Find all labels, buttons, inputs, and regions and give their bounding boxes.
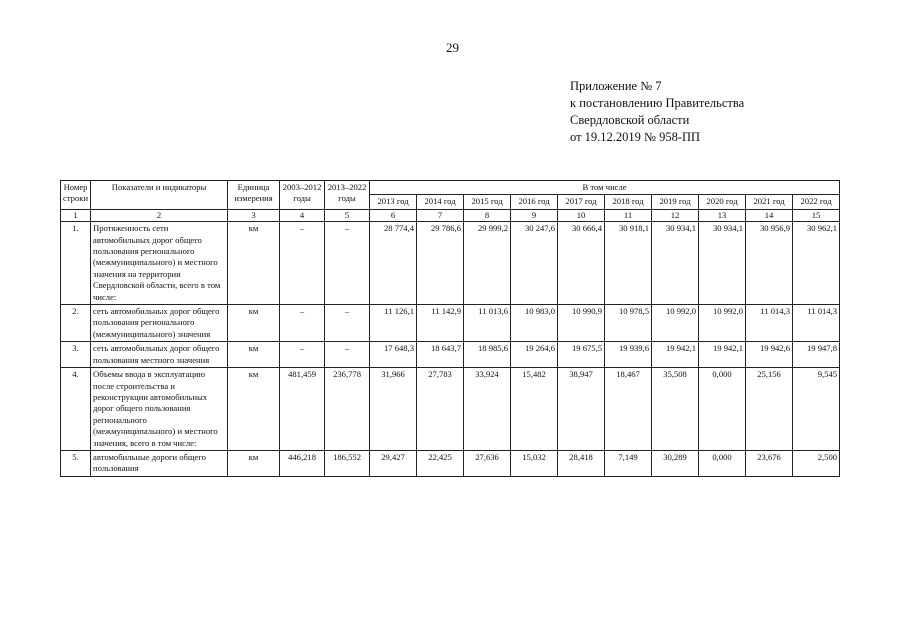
value-cell: 19 942,6	[746, 342, 793, 368]
header-including: В том числе	[370, 181, 840, 195]
value-cell: 10 992,0	[652, 305, 699, 342]
column-number: 8	[464, 209, 511, 221]
header-year: 2015 год	[464, 195, 511, 209]
table-row	[61, 450, 840, 476]
header-unit: Единица измерения	[228, 181, 280, 210]
value-cell: 19 675,5	[558, 342, 605, 368]
value-cell: 27,783	[417, 368, 464, 451]
value-cell: 31,966	[370, 368, 417, 451]
unit-cell: км	[228, 368, 280, 451]
indicator-name: сеть автомобильных дорог общего пользования регионального (межмуниципального) значения	[91, 305, 228, 342]
unit-cell: км	[228, 342, 280, 368]
header-year: 2021 год	[746, 195, 793, 209]
row-number: 4.	[61, 368, 91, 451]
table-row	[61, 342, 840, 368]
value-cell: 29 999,2	[464, 222, 511, 305]
value-cell: 9,545	[793, 368, 840, 451]
column-number: 9	[511, 209, 558, 221]
value-cell: 10 992,0	[699, 305, 746, 342]
header-year: 2020 год	[699, 195, 746, 209]
appendix-line-4: от 19.12.2019 № 958-ПП	[570, 130, 701, 144]
indicator-name: автомобильные дороги общего пользования	[91, 450, 228, 476]
table-row	[61, 368, 840, 451]
value-cell: 15,482	[511, 368, 558, 451]
value-cell: 30 918,1	[605, 222, 652, 305]
column-numbers-row	[61, 209, 840, 221]
period-2003-2012-cell: 481,459	[280, 368, 325, 451]
column-number: 4	[280, 209, 325, 221]
period-2013-2022-cell: 186,552	[325, 450, 370, 476]
period-2013-2022-cell: 236,778	[325, 368, 370, 451]
column-number: 6	[370, 209, 417, 221]
period-2013-2022-cell: –	[325, 342, 370, 368]
value-cell: 19 942,1	[652, 342, 699, 368]
value-cell: 27,636	[464, 450, 511, 476]
table-row	[61, 222, 840, 305]
value-cell: 28,418	[558, 450, 605, 476]
value-cell: 15,032	[511, 450, 558, 476]
value-cell: 19 264,6	[511, 342, 558, 368]
value-cell: 29,427	[370, 450, 417, 476]
appendix-line-3: Свердловской области	[570, 113, 690, 127]
value-cell: 19 939,6	[605, 342, 652, 368]
value-cell: 30 934,1	[652, 222, 699, 305]
page-number: 29	[446, 40, 459, 55]
value-cell: 30 666,4	[558, 222, 605, 305]
period-2003-2012-cell: –	[280, 342, 325, 368]
column-number: 11	[605, 209, 652, 221]
value-cell: 19 947,8	[793, 342, 840, 368]
value-cell: 10 978,5	[605, 305, 652, 342]
appendix-line-2: к постановлению Правительства	[570, 96, 745, 110]
indicators-table	[60, 180, 840, 477]
value-cell: 23,676	[746, 450, 793, 476]
indicator-name: сеть автомобильных дорог общего пользования местного значения	[91, 342, 228, 368]
header-indicator: Показатели и индикаторы	[91, 181, 228, 210]
column-number: 2	[91, 209, 228, 221]
value-cell: 11 014,3	[746, 305, 793, 342]
value-cell: 18 985,6	[464, 342, 511, 368]
value-cell: 11 142,9	[417, 305, 464, 342]
unit-cell: км	[228, 450, 280, 476]
period-2013-2022-cell: –	[325, 222, 370, 305]
value-cell: 19 942,1	[699, 342, 746, 368]
appendix-line-1: Приложение № 7	[570, 79, 662, 93]
value-cell: 22,425	[417, 450, 464, 476]
value-cell: 33,924	[464, 368, 511, 451]
header-row-number: Номер строки	[61, 181, 91, 210]
table-header-row-1	[61, 181, 840, 195]
column-number: 15	[793, 209, 840, 221]
row-number: 1.	[61, 222, 91, 305]
value-cell: 0,000	[699, 368, 746, 451]
value-cell: 30 956,9	[746, 222, 793, 305]
value-cell: 30,289	[652, 450, 699, 476]
value-cell: 11 126,1	[370, 305, 417, 342]
unit-cell: км	[228, 222, 280, 305]
value-cell: 10 990,9	[558, 305, 605, 342]
header-period-2013-2022: 2013–2022 годы	[325, 181, 370, 210]
period-2013-2022-cell: –	[325, 305, 370, 342]
row-number: 3.	[61, 342, 91, 368]
header-year: 2017 год	[558, 195, 605, 209]
header-year: 2022 год	[793, 195, 840, 209]
period-2003-2012-cell: –	[280, 305, 325, 342]
value-cell: 18 643,7	[417, 342, 464, 368]
indicator-name: Объемы ввода в эксплуатацию после строительства и реконструкции автомобильных дорог общего пользования регионального (межмуниципального) и местного значения, всего в том числе:	[91, 368, 228, 451]
period-2003-2012-cell: –	[280, 222, 325, 305]
column-number: 1	[61, 209, 91, 221]
header-year: 2016 год	[511, 195, 558, 209]
value-cell: 0,000	[699, 450, 746, 476]
column-number: 12	[652, 209, 699, 221]
indicator-name: Протяженность сети автомобильных дорог общего пользования регионального (межмуниципального) и местного значения на территории Свердловской области, всего в том числе:	[91, 222, 228, 305]
header-year: 2014 год	[417, 195, 464, 209]
value-cell: 38,947	[558, 368, 605, 451]
row-number: 2.	[61, 305, 91, 342]
appendix-header	[570, 78, 744, 146]
value-cell: 11 013,6	[464, 305, 511, 342]
column-number: 13	[699, 209, 746, 221]
value-cell: 11 014,3	[793, 305, 840, 342]
column-number: 5	[325, 209, 370, 221]
unit-cell: км	[228, 305, 280, 342]
value-cell: 30 247,6	[511, 222, 558, 305]
column-number: 10	[558, 209, 605, 221]
header-year: 2018 год	[605, 195, 652, 209]
value-cell: 2,500	[793, 450, 840, 476]
column-number: 7	[417, 209, 464, 221]
value-cell: 10 983,0	[511, 305, 558, 342]
header-year: 2019 год	[652, 195, 699, 209]
value-cell: 28 774,4	[370, 222, 417, 305]
value-cell: 7,149	[605, 450, 652, 476]
value-cell: 30 934,1	[699, 222, 746, 305]
value-cell: 30 962,1	[793, 222, 840, 305]
value-cell: 35,508	[652, 368, 699, 451]
column-number: 14	[746, 209, 793, 221]
value-cell: 17 648,3	[370, 342, 417, 368]
header-period-2003-2012: 2003–2012 годы	[280, 181, 325, 210]
value-cell: 25,156	[746, 368, 793, 451]
column-number: 3	[228, 209, 280, 221]
period-2003-2012-cell: 446,218	[280, 450, 325, 476]
header-year: 2013 год	[370, 195, 417, 209]
table-row	[61, 305, 840, 342]
value-cell: 29 786,6	[417, 222, 464, 305]
row-number: 5.	[61, 450, 91, 476]
value-cell: 18,467	[605, 368, 652, 451]
